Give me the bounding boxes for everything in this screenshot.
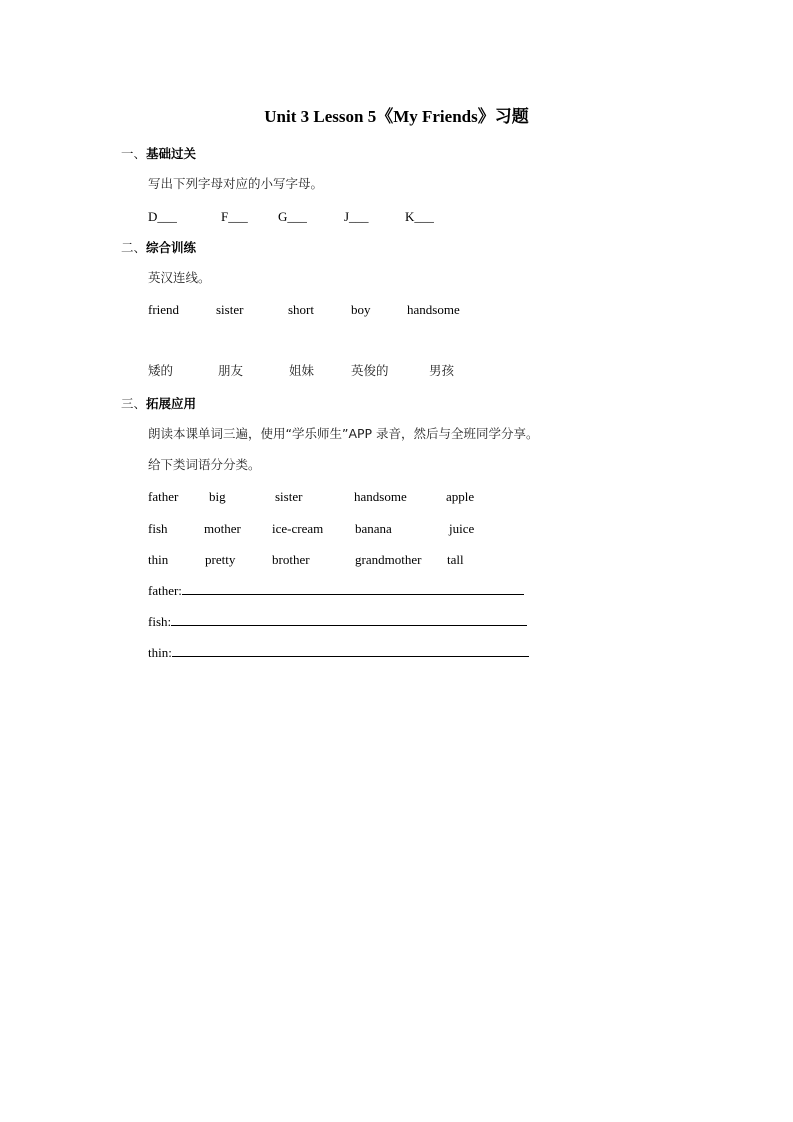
classify-word: thin [148,552,169,567]
section-number: 二、 [121,240,147,255]
classify-word: father [148,489,179,504]
classify-word: banana [355,521,392,536]
english-word: friend [148,302,180,317]
english-word: handsome [407,302,460,317]
classify-word: big [209,489,226,504]
section-1-heading [121,147,196,161]
page-title: Unit 3 Lesson 5《My Friends》习题 [264,107,529,126]
answer-row-fish [148,615,527,628]
section-number: 一、 [121,146,147,161]
answer-blank-line[interactable] [182,584,524,595]
instruction-matching: 英汉连线。 [148,270,211,285]
classify-word: mother [204,521,241,536]
instruction-classify: 给下类词语分分类。 [148,457,261,472]
answer-blank-line[interactable] [171,615,527,626]
classify-word: tall [447,552,464,567]
classify-word: brother [272,552,310,567]
chinese-word: 朋友 [218,363,244,378]
answer-row-thin [148,646,529,659]
classify-word: sister [275,489,303,504]
letter-blank: K___ [405,209,434,224]
instruction-reading: 朗读本课单词三遍，使用“学乐师生”APP 录音，然后与全班同学分享。 [148,426,539,441]
section-title: 基础过关 [146,146,197,161]
classify-word: apple [446,489,475,504]
chinese-word: 男孩 [429,363,455,378]
section-title: 综合训练 [146,240,197,255]
letter-blank: D___ [148,209,177,224]
english-word: short [288,302,314,317]
chinese-word: 英俊的 [351,363,389,378]
section-number: 三、 [121,396,147,411]
instruction-lowercase: 写出下列字母对应的小写字母。 [148,176,324,191]
answer-row-father [148,584,524,597]
classify-word: fish [148,521,168,536]
letter-blank: G___ [278,209,307,224]
classify-word: pretty [205,552,236,567]
classify-word: handsome [354,489,407,504]
answer-label: father: [148,583,182,598]
answer-label: fish: [148,614,172,629]
section-2-heading [121,241,196,255]
letter-blank: F___ [221,209,248,224]
classify-word: ice-cream [272,521,324,536]
section-title: 拓展应用 [146,396,197,411]
section-3-heading [121,397,196,411]
answer-label: thin: [148,645,172,660]
english-word: boy [351,302,371,317]
english-word: sister [216,302,244,317]
letter-blank: J___ [344,209,369,224]
classify-word: grandmother [355,552,422,567]
classify-word: juice [449,521,475,536]
chinese-word: 矮的 [148,363,174,378]
chinese-word: 姐妹 [289,363,315,378]
answer-blank-line[interactable] [172,646,529,657]
